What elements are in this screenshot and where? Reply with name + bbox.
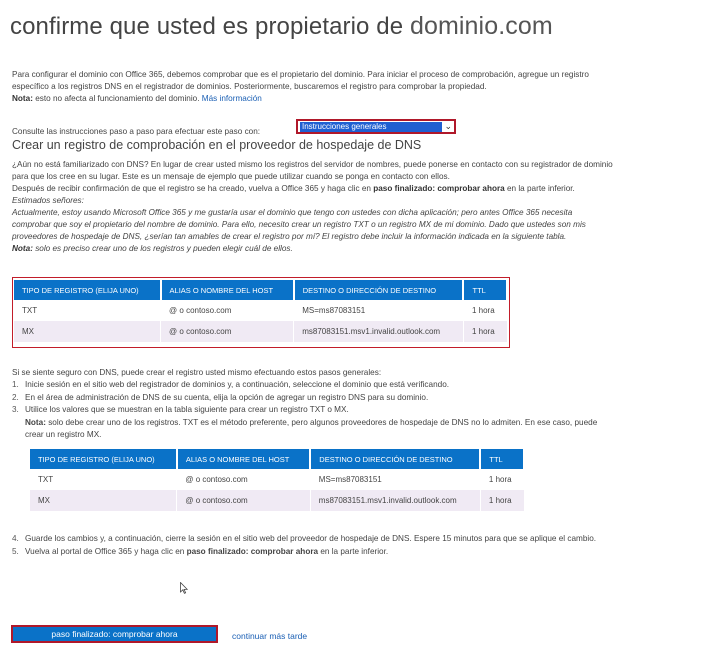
continue-later-link[interactable]: continuar más tarde xyxy=(232,631,308,641)
intro-line: Para configurar el dominio con Office 365, debemos comprobar que es el propietario del dominio. Para iniciar el proceso de comprobación, agregue un registro xyxy=(12,70,589,79)
table-row xyxy=(30,490,524,511)
note-text: crear un registro MX. xyxy=(25,430,102,439)
body-text: en la parte inferior. xyxy=(504,184,575,193)
table-cell: 1 hora xyxy=(463,321,507,342)
column-header: DESTINO O DIRECCIÓN DE DESTINO xyxy=(294,280,464,300)
table-cell: TXT xyxy=(14,300,161,321)
column-header: ALIAS O NOMBRE DEL HOST xyxy=(161,280,294,300)
instructions-label: Consulte las instrucciones paso a paso para efectuar este paso con: xyxy=(12,127,261,136)
chevron-down-icon: ⌄ xyxy=(444,121,452,131)
record-table-steps xyxy=(30,449,525,511)
message-line: Actualmente, estoy usando Microsoft Office 365 y me gustaría usar el dominio que tengo con ustedes con dicha aplicación; pero antes Office 365 necesita xyxy=(12,208,573,217)
note-text: esto no afecta al funcionamiento del dominio. xyxy=(32,94,202,103)
steps-list-final xyxy=(12,533,702,558)
step-number: 3. xyxy=(12,405,19,414)
step-text: en la parte inferior. xyxy=(318,546,389,556)
list-item xyxy=(12,546,702,559)
title-prefix: confirme que usted es propietario de xyxy=(10,13,404,40)
table-cell: @ o contoso.com xyxy=(161,300,294,321)
table-cell: MX xyxy=(30,490,177,511)
step-number: 2. xyxy=(12,392,19,402)
intro-note xyxy=(12,93,702,105)
body-bold: paso finalizado: comprobar ahora xyxy=(373,184,505,193)
table-cell: MS=ms87083151 xyxy=(310,469,480,490)
note-text: solo debe crear uno de los registros. TXT es el método preferente, pero algunos proveedores de hospedaje de DNS no lo admiten. En ese caso, puede xyxy=(45,417,598,427)
body-text: Después de recibir confirmación de que el registro se ha creado, vuelva a Office 365 y haga clic en xyxy=(12,184,374,193)
note-label: Nota: xyxy=(25,417,46,427)
instructions-selected-value: Instrucciones generales xyxy=(300,122,442,132)
step-text: Vuelva al portal de Office 365 y haga clic en xyxy=(25,546,187,556)
intro-paragraph xyxy=(12,69,702,105)
column-header: TTL xyxy=(463,280,507,300)
body-line: para que los cree en su lugar. Este es un mensaje de ejemplo que puede utilizar cuando se ponga en contacto con ellos. xyxy=(12,172,450,181)
step-number: 5. xyxy=(12,546,19,556)
column-header: TIPO DE REGISTRO (ELIJA UNO) xyxy=(14,280,161,300)
column-header: ALIAS O NOMBRE DEL HOST xyxy=(177,449,310,469)
step-note xyxy=(12,417,702,430)
step-note xyxy=(12,429,702,442)
table-cell: @ o contoso.com xyxy=(177,469,310,490)
body-line xyxy=(12,183,704,195)
note-text: solo es preciso crear uno de los registros y pueden elegir cuál de ellos. xyxy=(32,244,293,253)
table-header-row xyxy=(14,280,507,300)
steps-list xyxy=(12,379,702,442)
table-cell: ms87083151.msv1.invalid.outlook.com xyxy=(294,321,464,342)
table-cell: 1 hora xyxy=(480,490,524,511)
note-label: Nota: xyxy=(12,94,33,103)
table-cell: MX xyxy=(14,321,161,342)
domain-name: dominio.com xyxy=(409,12,553,40)
table-row xyxy=(30,469,524,490)
table-cell: MS=ms87083151 xyxy=(294,300,464,321)
message-greeting: Estimados señores: xyxy=(12,196,84,205)
step-text: Inicie sesión en el sitio web del registrador de dominios y, a continuación, seleccione el dominio que está verificando. xyxy=(25,380,450,389)
step-number: 1. xyxy=(12,380,19,389)
table-row xyxy=(14,300,507,321)
page-title xyxy=(10,12,553,41)
step-text: En el área de administración de DNS de su cuenta, elija la opción de agregar un registro DNS para su dominio. xyxy=(25,392,429,402)
list-item xyxy=(12,533,702,546)
table-cell: 1 hora xyxy=(480,469,524,490)
table-header-row xyxy=(30,449,524,469)
message-note xyxy=(12,243,704,255)
more-info-link[interactable]: Más información xyxy=(201,94,262,103)
body-line: ¿Aún no está familiarizado con DNS? En lugar de crear usted mismo los registros del servidor de nombres, puede ponerse en contacto con su registrador de dominio xyxy=(12,160,613,169)
step-text: Guarde los cambios y, a continuación, cierre la sesión en el sitio web del proveedor de hospedaje de DNS. Espere 15 minutos para que se aplique el cambio. xyxy=(25,534,597,543)
dns-help-text xyxy=(12,159,704,255)
table-cell: 1 hora xyxy=(463,300,507,321)
step-number: 4. xyxy=(12,534,19,543)
intro-line: específico a los registros DNS en el registrador de dominios. Posteriormente, buscaremos el registro para comprobar la propiedad. xyxy=(12,82,487,91)
record-table xyxy=(14,280,508,342)
column-header: TIPO DE REGISTRO (ELIJA UNO) xyxy=(30,449,177,469)
column-header: TTL xyxy=(480,449,524,469)
list-item xyxy=(12,379,702,392)
instructions-select[interactable] xyxy=(296,119,456,134)
table-cell: ms87083151.msv1.invalid.outlook.com xyxy=(310,490,480,511)
step-bold: paso finalizado: comprobar ahora xyxy=(186,546,319,556)
note-label: Nota: xyxy=(12,244,33,253)
message-line: proveedores de hospedaje de DNS, ¿serían tan amables de crear el registro por mí? El registro debe incluir la información indicada en la siguiente tabla. xyxy=(12,232,567,241)
message-line: comprobar que soy el propietario del nombre de dominio. Para ello, necesito crear un registro TXT o un registro MX de mi dominio. Dado que ustedes son mis xyxy=(12,220,586,229)
table-cell: @ o contoso.com xyxy=(177,490,310,511)
verify-now-button[interactable]: paso finalizado: comprobar ahora xyxy=(11,625,218,643)
mouse-cursor-icon xyxy=(180,582,188,594)
table-row xyxy=(14,321,507,342)
section-title: Crear un registro de comprobación en el proveedor de hospedaje de DNS xyxy=(12,138,422,152)
table-cell: TXT xyxy=(30,469,177,490)
list-item xyxy=(12,404,702,417)
column-header: DESTINO O DIRECCIÓN DE DESTINO xyxy=(310,449,480,469)
self-intro: Si se siente seguro con DNS, puede crear el registro usted mismo efectuando estos pasos generales: xyxy=(12,368,382,377)
table-cell: @ o contoso.com xyxy=(161,321,294,342)
step-text: Utilice los valores que se muestran en la tabla siguiente para crear un registro TXT o MX. xyxy=(25,405,349,414)
list-item xyxy=(12,392,702,405)
